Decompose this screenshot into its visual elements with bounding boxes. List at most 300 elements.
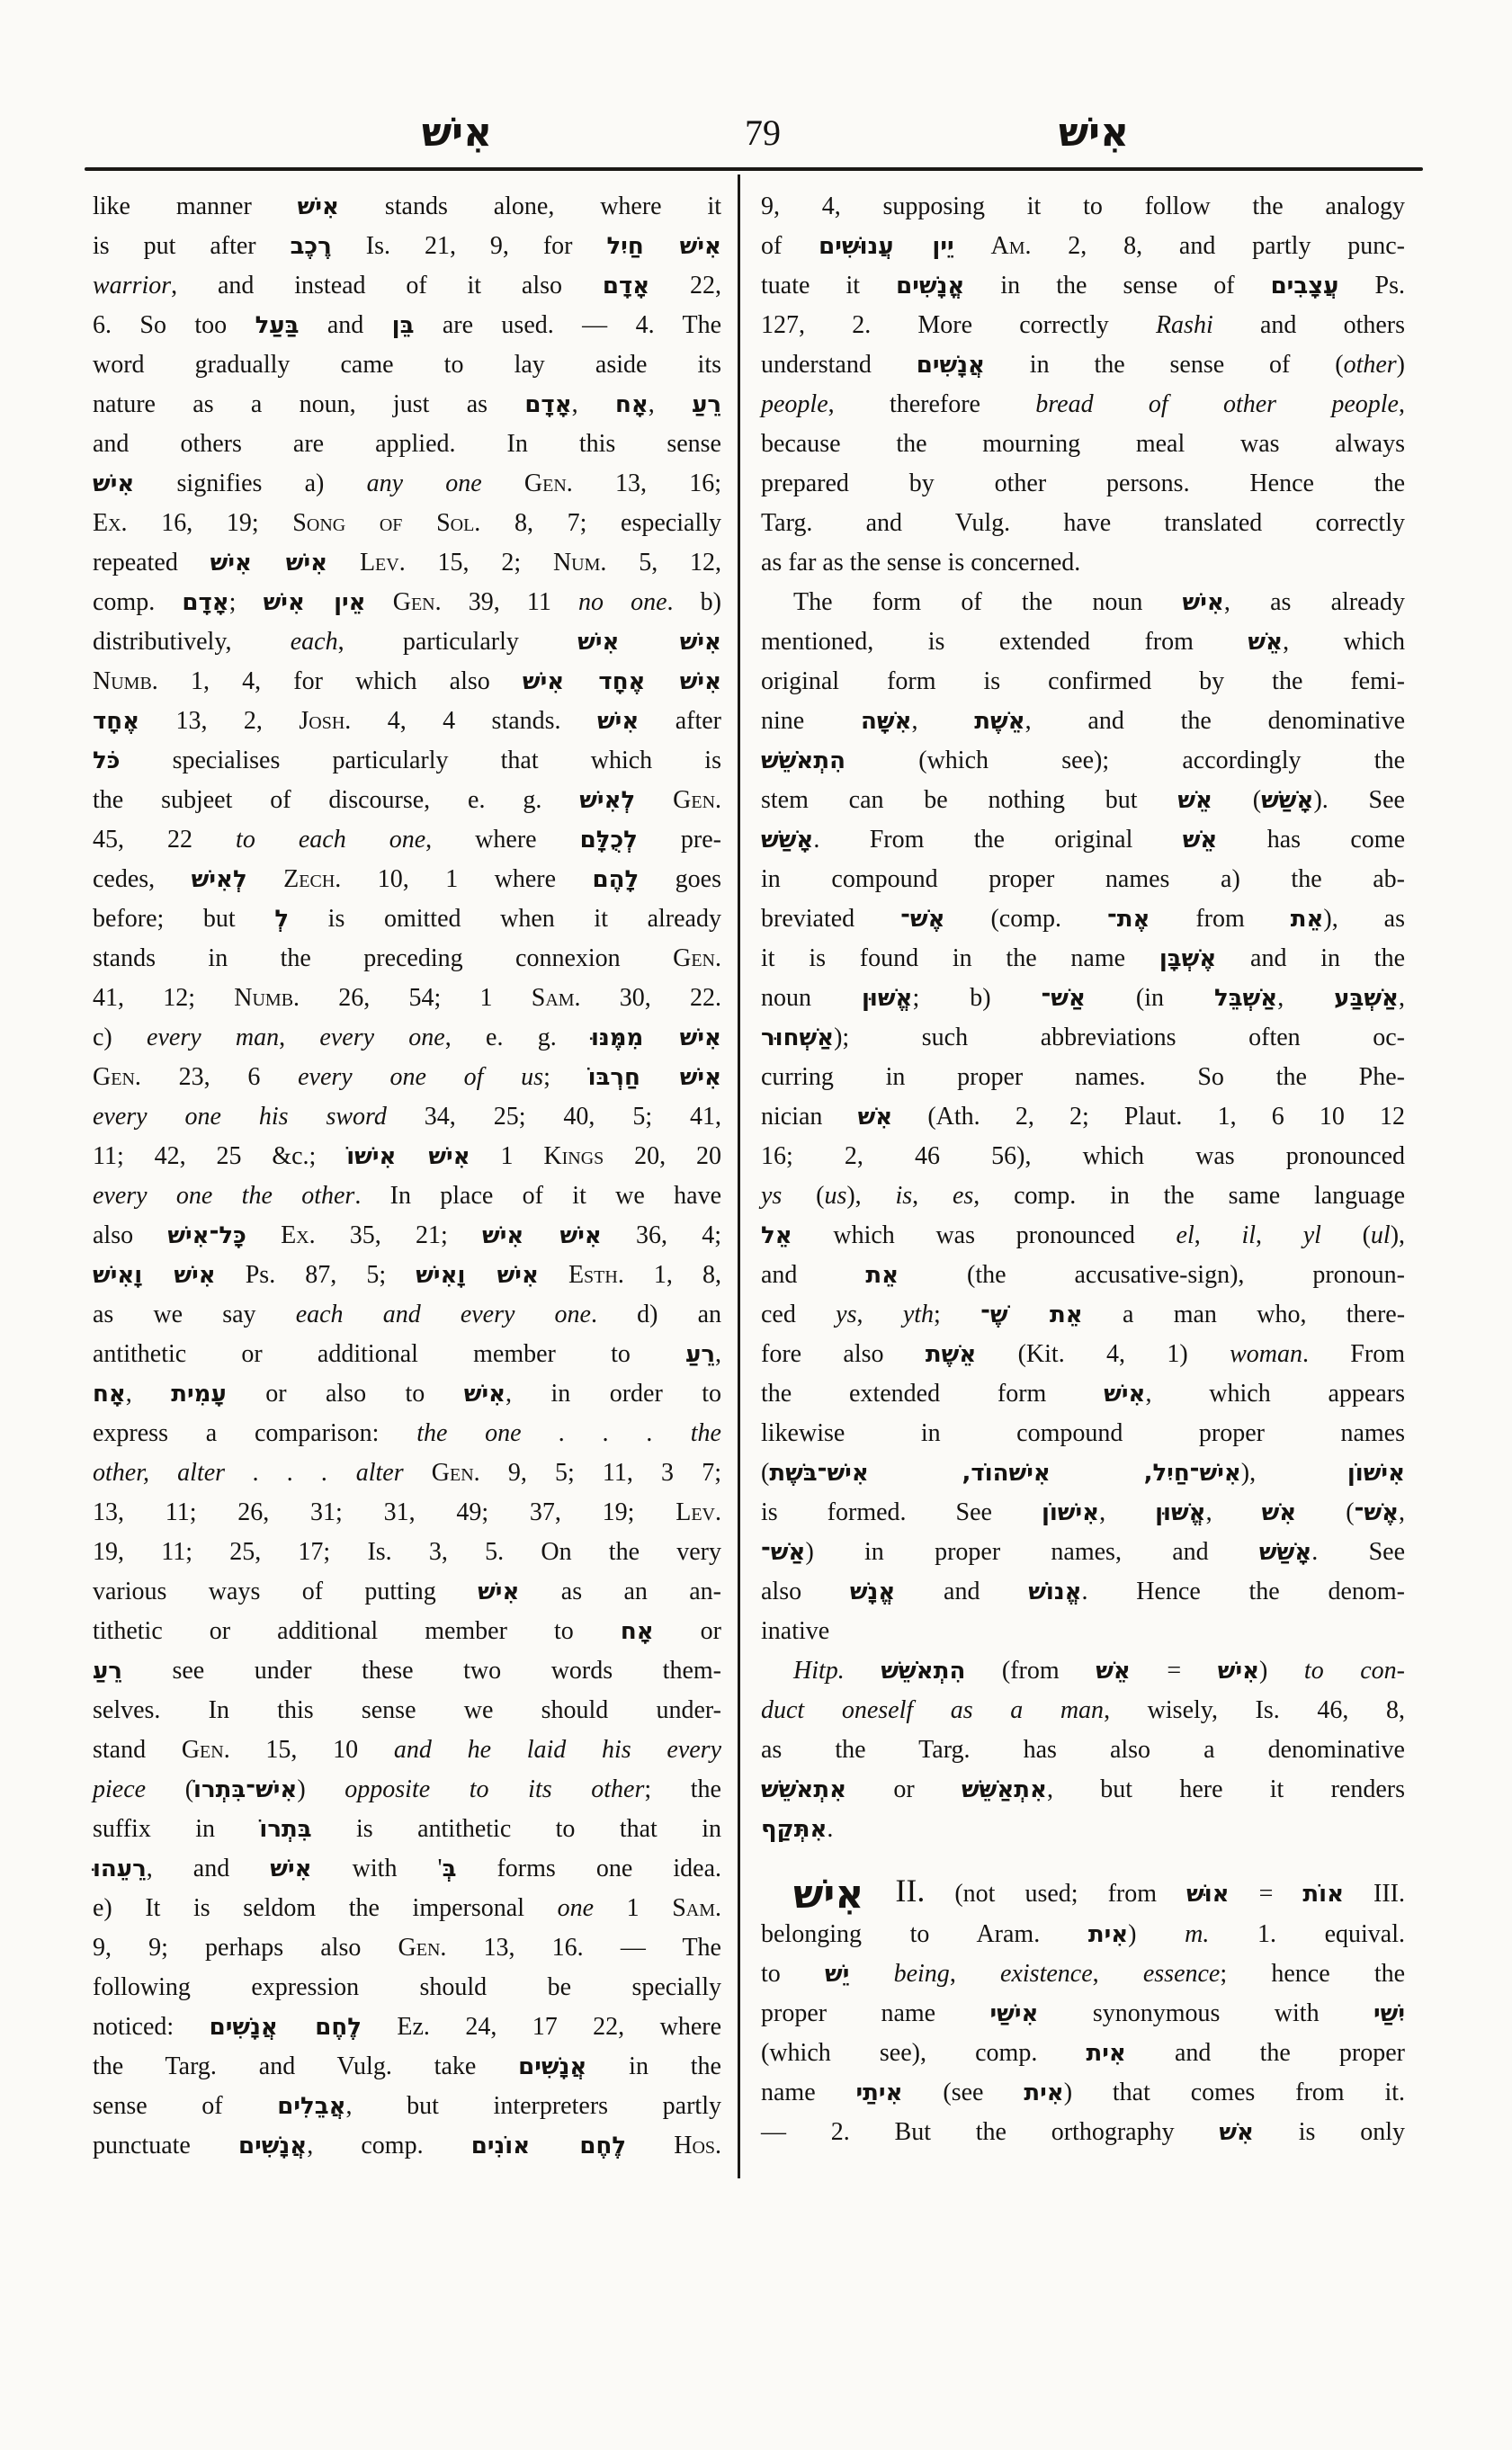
text-line bbox=[93, 187, 721, 227]
hebrew-run: אִישׁ bbox=[596, 708, 640, 735]
hebrew-run: אֵשֶׁת bbox=[974, 708, 1025, 735]
text-run: , bbox=[1099, 1498, 1156, 1526]
text-run: punctuate bbox=[93, 2132, 239, 2159]
text-run: 19, 11; 25, 17; Is. 3, 5. On the very bbox=[93, 1538, 721, 1566]
text-line bbox=[761, 345, 1405, 385]
text-run: , bbox=[648, 390, 693, 418]
text-line bbox=[761, 1256, 1405, 1295]
hebrew-run: אֲבֵלִים bbox=[277, 2093, 346, 2120]
text-run: and the proper bbox=[1125, 2039, 1405, 2067]
italic-run: existence bbox=[1000, 1960, 1093, 1988]
text-run: ) in proper names, and bbox=[805, 1538, 1259, 1566]
text-run: a man who, there- bbox=[1082, 1301, 1406, 1328]
text-run: of bbox=[761, 232, 819, 260]
text-run: synonymous with bbox=[1038, 1999, 1373, 2027]
text-run: noticed: bbox=[93, 2013, 210, 2041]
hebrew-run: אֱשּׁוּן bbox=[1155, 1499, 1206, 1526]
text-line bbox=[93, 741, 721, 781]
hebrew-run: אָשַׁשׁ bbox=[1258, 1539, 1312, 1566]
text-run: 16, 19; bbox=[127, 509, 293, 537]
italic-run: to each one bbox=[236, 826, 426, 854]
text-run: , bbox=[1398, 390, 1405, 418]
smallcaps-run: Gen. bbox=[431, 1459, 480, 1487]
hebrew-run: אֳנָשִׁים bbox=[896, 273, 965, 300]
text-run: The form of the noun bbox=[793, 588, 1183, 616]
text-run: in compound proper names a) the ab- bbox=[761, 865, 1405, 893]
text-run: and in the bbox=[1216, 944, 1405, 972]
text-run: 20, 20 bbox=[604, 1142, 722, 1170]
text-line bbox=[93, 1414, 721, 1453]
italic-run: warrior bbox=[93, 272, 172, 300]
smallcaps-run: Sam. bbox=[531, 984, 581, 1012]
headword-hebrew: אִישׁ bbox=[793, 1872, 864, 1918]
hebrew-run: אֶשׁ־ bbox=[1354, 1499, 1400, 1526]
text-run: 2, 8, and partly punc- bbox=[1031, 232, 1405, 260]
right-column bbox=[761, 187, 1405, 2152]
text-line bbox=[761, 1612, 1405, 1651]
text-run: , bbox=[571, 390, 615, 418]
hebrew-run: אֱנָשׁ bbox=[849, 1578, 896, 1605]
text-run: 36, 4; bbox=[601, 1221, 722, 1249]
text-line bbox=[93, 345, 721, 385]
smallcaps-run: Gen. bbox=[181, 1736, 230, 1764]
italic-run: es bbox=[952, 1182, 974, 1210]
text-line bbox=[761, 1058, 1405, 1097]
text-run: curring in proper names. So the Phe- bbox=[761, 1063, 1405, 1091]
text-run: (in bbox=[1085, 984, 1214, 1012]
text-run: 5, 12, bbox=[606, 549, 722, 577]
italic-run: bread of other people bbox=[1035, 390, 1399, 418]
text-line bbox=[93, 2007, 721, 2047]
text-run: 13, 16; bbox=[572, 469, 722, 497]
text-line bbox=[93, 2087, 721, 2126]
hebrew-run: בְּ bbox=[442, 1855, 457, 1882]
hebrew-run: אָח bbox=[93, 1381, 126, 1408]
text-line bbox=[761, 860, 1405, 899]
text-run: as far as the sense is concerned. bbox=[761, 549, 1081, 577]
text-run: comp. bbox=[93, 588, 183, 616]
smallcaps-run: Ex. bbox=[93, 509, 128, 537]
text-line bbox=[761, 543, 1405, 583]
left-column bbox=[93, 187, 721, 2166]
text-run bbox=[626, 2132, 674, 2159]
text-run: . From bbox=[1302, 1340, 1405, 1368]
text-run: ) bbox=[297, 1775, 345, 1803]
text-line bbox=[761, 1335, 1405, 1374]
text-run: (which see), comp. bbox=[761, 2039, 1087, 2067]
italic-run: ys bbox=[836, 1301, 857, 1328]
text-run: 16; 2, 46 56), which was pronounced bbox=[761, 1142, 1405, 1170]
italic-run: other, alter . . . alter bbox=[93, 1459, 404, 1487]
text-run: (Ath. 2, 2; Plaut. 1, 6 10 12 bbox=[892, 1103, 1405, 1131]
text-line bbox=[93, 860, 721, 899]
text-run: . d) an bbox=[591, 1301, 722, 1328]
text-run: with ' bbox=[311, 1855, 443, 1882]
smallcaps-run: Esth. bbox=[568, 1261, 624, 1289]
smallcaps-run: Num. bbox=[552, 549, 607, 577]
text-run: . bbox=[827, 1815, 834, 1843]
text-run: and others bbox=[1212, 311, 1405, 339]
text-line bbox=[93, 1256, 721, 1295]
text-run: tuate it bbox=[761, 272, 897, 300]
text-line bbox=[93, 1058, 721, 1097]
text-run: 1. equival. bbox=[1209, 1920, 1405, 1948]
text-run: Ez. 24, 17 22, where bbox=[361, 2013, 722, 2041]
text-line bbox=[93, 464, 721, 504]
text-line bbox=[93, 1730, 721, 1770]
italic-run: ul bbox=[1370, 1221, 1391, 1249]
hebrew-run: אִשׁ bbox=[857, 1104, 893, 1131]
text-line bbox=[761, 1137, 1405, 1176]
smallcaps-run: Gen. bbox=[673, 786, 722, 814]
text-run: various ways of putting bbox=[93, 1578, 479, 1605]
text-run: is omitted when it already bbox=[289, 905, 721, 933]
hebrew-run: אִשׁ bbox=[1219, 2119, 1254, 2146]
hebrew-run: אֶשׁ־ bbox=[900, 906, 945, 933]
hebrew-run: עֲצָבִים bbox=[1270, 273, 1339, 300]
hebrew-run: אוֹת bbox=[1302, 1881, 1345, 1908]
text-line bbox=[93, 1176, 721, 1216]
italic-run: any one bbox=[366, 469, 482, 497]
text-run: signifies a) bbox=[134, 469, 367, 497]
running-head-right-keyword: אִישׁ bbox=[1058, 110, 1130, 156]
italic-run: el bbox=[1176, 1221, 1194, 1249]
text-run: . From the original bbox=[813, 826, 1183, 854]
header-rule bbox=[85, 167, 1423, 171]
hebrew-run: אִישׁ bbox=[93, 470, 135, 497]
text-run: 41, 12; bbox=[93, 984, 235, 1012]
text-run: 34, 25; 40, 5; 41, bbox=[386, 1103, 722, 1131]
text-run: 1, 8, bbox=[623, 1261, 721, 1289]
text-line bbox=[761, 2073, 1405, 2113]
text-run: 127, 2. More correctly bbox=[761, 311, 1156, 339]
hebrew-run: הִתְאֹשֵׁשׁ bbox=[881, 1658, 966, 1685]
hebrew-run: אָדָם bbox=[602, 273, 650, 300]
text-run: because the mourning meal was always bbox=[761, 430, 1405, 458]
hebrew-run: בַּעַל bbox=[255, 312, 300, 339]
text-run: ); such abbreviations often oc- bbox=[834, 1024, 1405, 1051]
hebrew-run: רֵעֵהוּ bbox=[93, 1855, 147, 1882]
italic-run: being bbox=[893, 1960, 950, 1988]
text-line bbox=[761, 899, 1405, 939]
text-run bbox=[539, 1261, 568, 1289]
text-line bbox=[761, 1097, 1405, 1137]
text-run: mentioned, is extended from bbox=[761, 628, 1248, 656]
hebrew-run: לֶחֶם אוֹנִים bbox=[470, 2133, 627, 2159]
text-line bbox=[761, 1572, 1405, 1612]
text-run: ( bbox=[761, 1459, 770, 1487]
text-line bbox=[761, 1770, 1405, 1810]
hebrew-run: אִישׁ־בִּתְרוֹ bbox=[193, 1776, 298, 1803]
text-line bbox=[761, 1493, 1405, 1533]
hebrew-run: לָהֶם bbox=[592, 866, 640, 893]
text-line bbox=[93, 1216, 721, 1256]
text-line bbox=[93, 1137, 721, 1176]
text-line bbox=[761, 820, 1405, 860]
text-run: , which appears bbox=[1145, 1380, 1406, 1408]
running-head bbox=[0, 106, 1512, 169]
text-run: ), bbox=[1390, 1221, 1406, 1249]
hebrew-run: אֶת־ bbox=[1106, 906, 1150, 933]
italic-run: every man bbox=[147, 1024, 280, 1051]
italic-run: Hitp. bbox=[793, 1657, 845, 1685]
text-line bbox=[761, 425, 1405, 464]
hebrew-run: יֵשׁ bbox=[825, 1961, 850, 1988]
text-run: name bbox=[761, 2079, 856, 2106]
text-line bbox=[93, 306, 721, 345]
hebrew-run: אִישׁ bbox=[1182, 589, 1224, 616]
text-run: , and instead of it also bbox=[171, 272, 603, 300]
text-run: 22, bbox=[649, 272, 721, 300]
text-line bbox=[761, 1915, 1405, 1954]
hebrew-run: לֶחֶם אֲנָשִׁים bbox=[209, 2014, 362, 2041]
text-line bbox=[761, 1651, 1405, 1691]
smallcaps-run: Kings bbox=[543, 1142, 604, 1170]
text-line bbox=[93, 2047, 721, 2087]
text-run: repeated bbox=[93, 549, 210, 577]
italic-run: every one of us bbox=[298, 1063, 544, 1091]
text-run: ) bbox=[1259, 1657, 1304, 1685]
text-line bbox=[93, 1335, 721, 1374]
text-run: , wisely, Is. 46, 8, bbox=[1104, 1696, 1405, 1724]
text-run: to bbox=[761, 1960, 825, 1988]
hebrew-run: אַשְׁבֵּל bbox=[1213, 985, 1278, 1012]
text-run: 26, 54; 1 bbox=[300, 984, 532, 1012]
hebrew-run: אִית bbox=[1087, 1921, 1129, 1948]
hebrew-run: יִשַׁי bbox=[1373, 2000, 1405, 2027]
text-run: noun bbox=[761, 984, 862, 1012]
hebrew-run: אִישׁ bbox=[463, 1381, 506, 1408]
hebrew-run: אָדָם bbox=[524, 391, 572, 418]
text-run: ) bbox=[1128, 1920, 1185, 1948]
hebrew-run: עָמִית bbox=[171, 1381, 227, 1408]
hebrew-run: אֵת שֶׁ־ bbox=[980, 1301, 1083, 1328]
text-line bbox=[93, 266, 721, 306]
text-line bbox=[93, 583, 721, 622]
text-line bbox=[761, 187, 1405, 227]
text-run: are used. — 4. The bbox=[414, 311, 721, 339]
column-divider bbox=[738, 174, 740, 2178]
text-run: , bbox=[715, 1340, 721, 1368]
hebrew-run: אִית bbox=[1024, 2079, 1064, 2106]
text-line bbox=[761, 464, 1405, 504]
text-run: distributively, bbox=[93, 628, 291, 656]
smallcaps-run: Numb. bbox=[234, 984, 300, 1012]
hebrew-run: אֵשׁ bbox=[1096, 1658, 1131, 1685]
text-run bbox=[404, 1459, 432, 1487]
text-line bbox=[93, 820, 721, 860]
text-line bbox=[93, 1453, 721, 1493]
hebrew-run: אָשַׁשׁ bbox=[1261, 787, 1314, 814]
text-run: following expression should be specially bbox=[93, 1973, 721, 2001]
text-run: (comp. bbox=[944, 905, 1107, 933]
text-run: . Hence the denom- bbox=[1081, 1578, 1405, 1605]
text-run: before; but bbox=[93, 905, 275, 933]
hebrew-run: אֲנָשִׁים bbox=[238, 2133, 308, 2159]
text-run: — 2. But the orthography bbox=[761, 2118, 1220, 2146]
text-run: ). See bbox=[1313, 786, 1405, 814]
text-line bbox=[93, 1612, 721, 1651]
text-run: ), bbox=[846, 1182, 896, 1210]
text-run: , bbox=[1277, 984, 1335, 1012]
text-line bbox=[761, 1216, 1405, 1256]
text-run: (not used; from bbox=[925, 1880, 1186, 1908]
text-run: or bbox=[846, 1775, 962, 1803]
text-line bbox=[93, 781, 721, 820]
hebrew-run: אַשׁ־ bbox=[1041, 985, 1086, 1012]
text-run: , bbox=[1399, 984, 1405, 1012]
text-line bbox=[93, 979, 721, 1018]
text-line bbox=[93, 425, 721, 464]
text-run: 1, 4, for which also bbox=[157, 667, 523, 695]
text-line bbox=[93, 1493, 721, 1533]
text-line bbox=[761, 1414, 1405, 1453]
italic-run: no one bbox=[577, 588, 667, 616]
text-run: ; bbox=[934, 1301, 981, 1328]
hebrew-run: לְ bbox=[274, 906, 290, 933]
italic-run: every one his sword bbox=[93, 1103, 387, 1131]
text-run: , bbox=[1194, 1221, 1242, 1249]
text-line bbox=[761, 662, 1405, 702]
text-run: , in order to bbox=[505, 1380, 721, 1408]
smallcaps-run: Zech. bbox=[283, 865, 342, 893]
text-run: inative bbox=[761, 1617, 830, 1645]
text-run: = bbox=[1229, 1880, 1303, 1908]
text-run: 1 bbox=[470, 1142, 544, 1170]
text-line bbox=[93, 662, 721, 702]
text-run: as an an- bbox=[519, 1578, 721, 1605]
text-line bbox=[93, 939, 721, 979]
text-run: 1 bbox=[594, 1894, 673, 1922]
text-run: ; b) bbox=[912, 984, 1042, 1012]
text-run: goes bbox=[639, 865, 722, 893]
hebrew-run: לְאִישׁ bbox=[579, 787, 636, 814]
text-line bbox=[761, 702, 1405, 741]
hebrew-run: אֵת bbox=[865, 1262, 899, 1289]
text-run: proper name bbox=[761, 1999, 990, 2027]
text-run: , where bbox=[425, 826, 580, 854]
text-run: 15, 10 bbox=[229, 1736, 394, 1764]
smallcaps-run: Ex. bbox=[281, 1221, 316, 1249]
text-run: 39, 11 bbox=[441, 588, 578, 616]
text-run: also bbox=[761, 1578, 850, 1605]
hebrew-run: יֵין עֲנוּשִׁים bbox=[819, 233, 954, 260]
smallcaps-run: Song of Sol. bbox=[292, 509, 481, 537]
text-run: , and the denominative bbox=[1024, 707, 1405, 735]
text-run: = bbox=[1130, 1657, 1218, 1685]
text-line bbox=[761, 622, 1405, 662]
text-run: , as already bbox=[1223, 588, 1405, 616]
smallcaps-run: Sam. bbox=[672, 1894, 721, 1922]
text-run: 30, 22. bbox=[580, 984, 722, 1012]
text-line bbox=[761, 1810, 1405, 1849]
text-run: Targ. and Vulg. have translated correctly bbox=[761, 509, 1405, 537]
italic-run: to con- bbox=[1303, 1657, 1406, 1685]
text-run: , bbox=[279, 1024, 320, 1051]
text-run: breviated bbox=[761, 905, 901, 933]
text-run bbox=[954, 232, 991, 260]
text-run: Is. 21, 9, for bbox=[331, 232, 607, 260]
text-run: 10, 1 where bbox=[341, 865, 593, 893]
italic-run: il bbox=[1241, 1221, 1256, 1249]
hebrew-run: רֵעַ bbox=[685, 1341, 715, 1368]
text-run: likewise in compound proper names bbox=[761, 1419, 1405, 1447]
text-run: 23, 6 bbox=[140, 1063, 299, 1091]
hebrew-run: אֶשְׁבָּן bbox=[1159, 945, 1217, 972]
text-run: cedes, bbox=[93, 865, 192, 893]
text-line bbox=[93, 2126, 721, 2166]
smallcaps-run: Am. bbox=[990, 232, 1032, 260]
text-run: also bbox=[93, 1221, 168, 1249]
text-run: c) bbox=[93, 1024, 148, 1051]
text-run: 35, 21; bbox=[315, 1221, 482, 1249]
text-line bbox=[93, 1889, 721, 1928]
italic-run: ys bbox=[761, 1182, 783, 1210]
text-line bbox=[93, 1533, 721, 1572]
text-run: ( bbox=[1296, 1498, 1355, 1526]
hebrew-run: אַשׁ־ bbox=[761, 1539, 806, 1566]
hebrew-run: בִּתְרוֹ bbox=[259, 1816, 312, 1843]
text-run: 8, 7; especially bbox=[480, 509, 721, 537]
italic-run: essence bbox=[1142, 1960, 1221, 1988]
text-run: which was pronounced bbox=[792, 1221, 1176, 1249]
text-run: antithetic or additional member to bbox=[93, 1340, 686, 1368]
text-line bbox=[93, 543, 721, 583]
smallcaps-run: Gen. bbox=[673, 944, 721, 972]
text-line bbox=[761, 741, 1405, 781]
text-run: 13, 16. — The bbox=[446, 1934, 721, 1962]
hebrew-run: אָדָם bbox=[182, 589, 229, 616]
hebrew-run: אָשַׁשׁ bbox=[761, 827, 814, 854]
text-run: in the sense of ( bbox=[984, 351, 1344, 379]
text-line bbox=[761, 1176, 1405, 1216]
text-run: , comp. bbox=[307, 2132, 471, 2159]
text-run: , e. g. bbox=[444, 1024, 592, 1051]
text-run: , but interpreters partly bbox=[345, 2092, 721, 2120]
hebrew-run: אִישׁ אֶחָד אִישׁ bbox=[522, 668, 721, 695]
text-run: ced bbox=[761, 1301, 837, 1328]
hebrew-run: אִישׁ אִישׁ bbox=[481, 1222, 602, 1249]
hebrew-run: אִתְאֹשֵׁשׁ bbox=[761, 1776, 847, 1803]
text-run: . In place of it we have bbox=[354, 1182, 721, 1210]
hebrew-run: כָּל־אִישׁ bbox=[167, 1222, 246, 1249]
smallcaps-run: Lev. bbox=[675, 1498, 721, 1526]
hebrew-run: לְאִישׁ bbox=[191, 866, 247, 893]
hebrew-run: אִישׁ חַרְבּוֹ bbox=[587, 1064, 722, 1091]
text-run: Ps. 87, 5; bbox=[215, 1261, 416, 1289]
text-run: ), as bbox=[1323, 905, 1405, 933]
hebrew-run: אֱנוֹשׁ bbox=[1028, 1578, 1082, 1605]
text-line bbox=[93, 1572, 721, 1612]
text-line bbox=[93, 1849, 721, 1889]
text-run: , bbox=[912, 1182, 953, 1210]
text-run: (Kit. 4, 1) bbox=[976, 1340, 1230, 1368]
text-run: stands in the preceding connexion bbox=[93, 944, 674, 972]
text-run: has come bbox=[1217, 826, 1405, 854]
hebrew-run: רֶכֶב bbox=[290, 233, 332, 260]
text-run: ) that comes from it. bbox=[1063, 2079, 1406, 2106]
text-run: selves. In this sense we should under- bbox=[93, 1696, 721, 1724]
text-run: ( bbox=[782, 1182, 825, 1210]
text-run: as the Targ. has also a denominative bbox=[761, 1736, 1405, 1764]
hebrew-run: אֵין אִישׁ bbox=[263, 589, 366, 616]
text-run: original form is confirmed by the femi- bbox=[761, 667, 1405, 695]
text-run: ) bbox=[1396, 351, 1405, 379]
text-run: stand bbox=[93, 1736, 182, 1764]
text-line bbox=[761, 1453, 1405, 1493]
hebrew-run: אַשְׁחוּר bbox=[761, 1024, 835, 1051]
smallcaps-run: Numb. bbox=[93, 667, 158, 695]
